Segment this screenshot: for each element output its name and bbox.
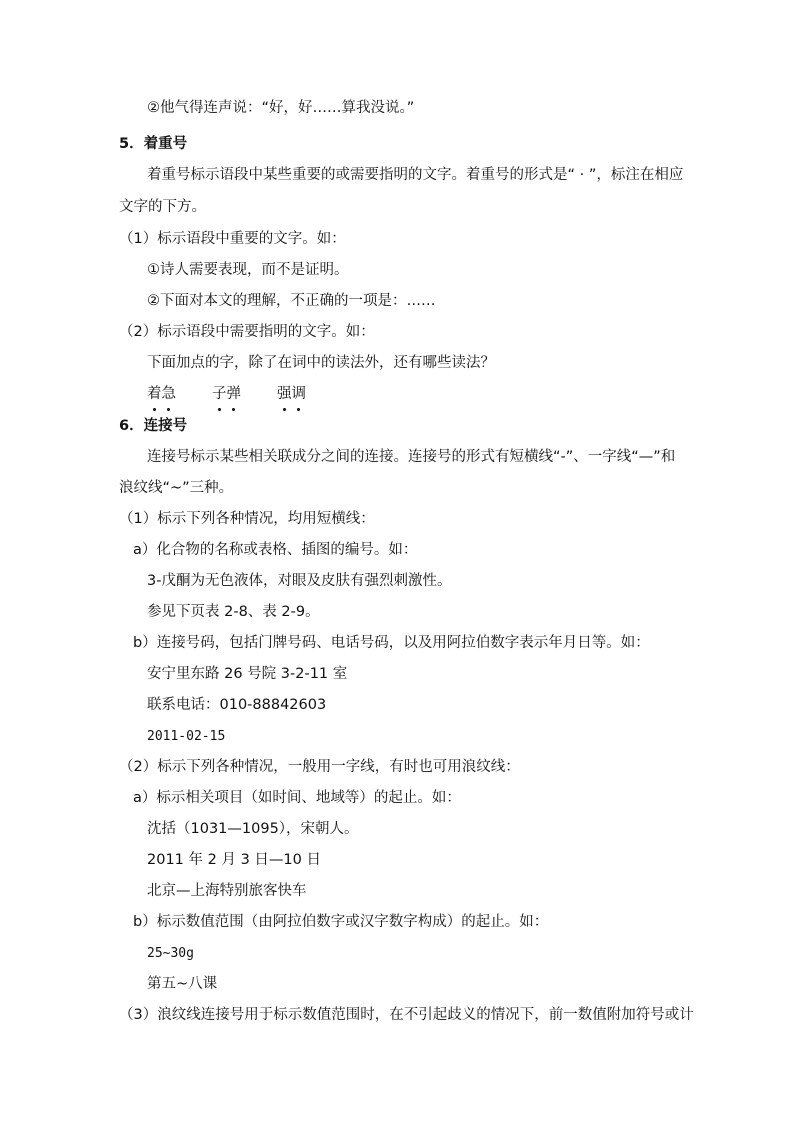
section-heading-connector-mark: 6．连接号 [119, 418, 188, 434]
subsection-item: （1）标示下列各种情况，均用短横线： [119, 511, 375, 527]
example-line: 下面加点的字，除了在词中的读法外，还有哪些读法？ [147, 355, 495, 371]
example-line: 3-戊酮为无色液体，对眼及皮肤有强烈刺激性。 [147, 573, 452, 589]
sub-item: a）标示相关项目（如时间、地域等）的起止。如： [133, 790, 461, 806]
emphasis-char: 子 [212, 386, 227, 402]
subsection-item: （2）标示下列各种情况，一般用一字线，有时也可用浪纹线： [119, 759, 520, 775]
emphasis-char: 弹 [227, 386, 242, 402]
section-heading-emphasis-mark: 5．着重号 [119, 136, 188, 152]
sub-item: b）标示数值范围（由阿拉伯数字或汉字数字构成）的起止。如： [133, 914, 549, 930]
example-line: ①诗人需要表现，而不是证明。 [147, 262, 349, 278]
example-line: ②下面对本文的理解，不正确的一项是：…… [147, 293, 436, 309]
paragraph-line: 着重号标示语段中某些重要的或需要指明的文字。着重号的形式是“ · ”，标注在相应 [147, 167, 684, 183]
example-line: 北京—上海特别旅客快车 [147, 883, 307, 899]
emphasis-char: 调 [292, 386, 307, 402]
emphasis-dot-icon [232, 408, 235, 411]
subsection-item: （3）浪纹线连接号用于标示数值范围时，在不引起歧义的情况下，前一数值附加符号或计 [119, 1007, 694, 1023]
example-line: 安宁里东路 26 号院 3-2-11 室 [147, 666, 348, 682]
example-line: 第五~八课 [147, 976, 218, 992]
example-line: 25~30g [147, 946, 194, 961]
subsection-item: （2）标示语段中需要指明的文字。如： [119, 324, 375, 340]
emphasis-char: 着 [147, 386, 162, 402]
sub-item: b）连接号码，包括门牌号码、电话号码，以及用阿拉伯数字表示年月日等。如： [133, 635, 650, 651]
example-line: 沈括（1031—1095），宋朝人。 [147, 821, 359, 837]
dotted-word [277, 386, 306, 402]
example-line: 2011 年 2 月 3 日—10 日 [147, 852, 321, 868]
subsection-item: （1）标示语段中重要的文字。如： [119, 231, 346, 247]
emphasis-dot-icon [153, 408, 156, 411]
dotted-word [147, 386, 176, 402]
example-line: 参见下页表 2-8、表 2-9。 [147, 604, 320, 620]
sub-item: a）化合物的名称或表格、插图的编号。如： [133, 542, 418, 558]
example-quote-line: ②他气得连声说：“好，好……算我没说。” [147, 100, 415, 116]
emphasis-dot-icon [283, 408, 286, 411]
dotted-word [212, 386, 241, 402]
dotted-word-row [147, 384, 306, 404]
emphasis-dot-icon [297, 408, 300, 411]
emphasis-char: 急 [162, 386, 177, 402]
paragraph-line: 浪纹线“~”三种。 [119, 480, 234, 496]
paragraph-line: 连接号标示某些相关联成分之间的连接。连接号的形式有短横线“-”、一字线“—”和 [147, 449, 676, 465]
emphasis-dot-icon [218, 408, 221, 411]
paragraph-line: 文字的下方。 [119, 199, 206, 215]
example-line: 联系电话：010-88842603 [147, 697, 327, 713]
example-line: 2011-02-15 [147, 729, 226, 744]
emphasis-dot-icon [167, 408, 170, 411]
emphasis-char: 强 [277, 386, 292, 402]
